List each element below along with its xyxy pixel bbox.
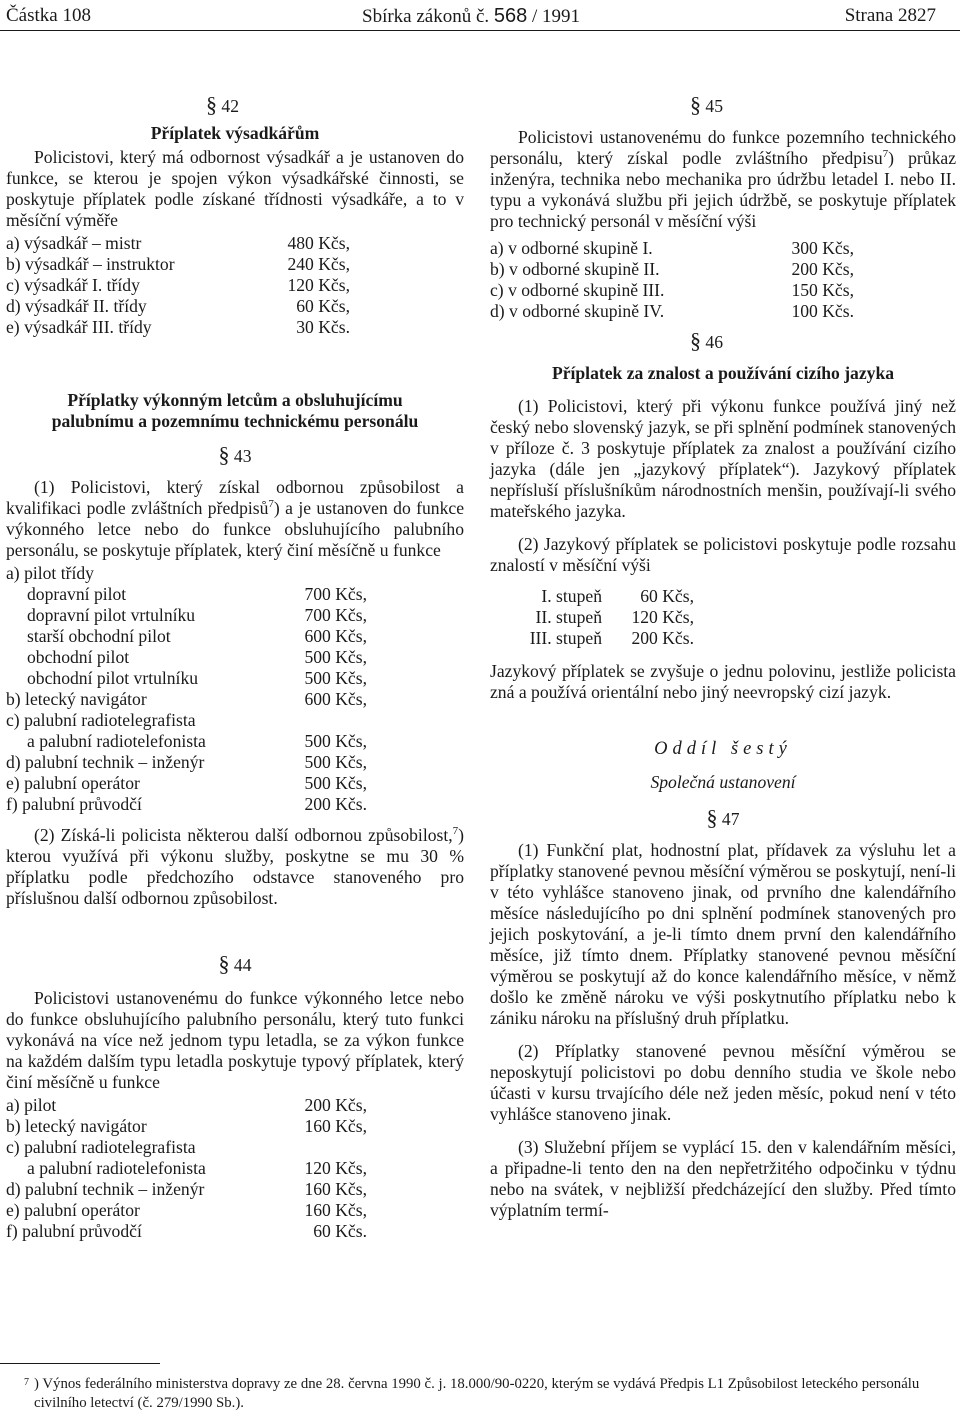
- section-43-list: [6, 563, 464, 815]
- list-item: [490, 238, 956, 259]
- section-43-number: [6, 444, 464, 467]
- item-amount: 100 Kčs.: [791, 301, 854, 321]
- item-amount: 700 Kčs,: [304, 584, 367, 604]
- item-label: a) v odborné skupině I.: [490, 238, 653, 258]
- list-item: [6, 317, 464, 338]
- section-sign: §: [218, 442, 230, 467]
- item-amount: 200 Kčs.: [631, 628, 694, 648]
- item-label: starší obchodní pilot: [27, 626, 171, 646]
- item-amount: 160 Kčs,: [304, 1116, 367, 1136]
- section-43-paragraph-1: [6, 477, 464, 561]
- item-amount: 60 Kčs,: [296, 296, 350, 316]
- text: ) průkaz inženýra, technika nebo mechanika pro údržbu letadel I. nebo II. typu a vykonává službu při jejich údržbě, se poskytuje příplatek pro technický personál v měsíční výši: [490, 148, 956, 231]
- item-amount: 600 Kčs,: [304, 689, 367, 709]
- section-44-list: [6, 1095, 464, 1242]
- item-amount: 60 Kčs.: [313, 1221, 367, 1241]
- item-label: e) palubní operátor: [6, 773, 140, 793]
- section-47-number: [490, 807, 956, 830]
- list-item: [6, 626, 464, 647]
- section-sign: §: [706, 805, 718, 830]
- list-item: [6, 752, 464, 773]
- item-label: I. stupeň: [541, 586, 602, 606]
- footnote-rule: [0, 1363, 160, 1364]
- item-label: a) pilot: [6, 1095, 57, 1115]
- text: Policistovi ustanovenému do funkce pozemního technického personálu, který získal podle zvláštního předpisu: [490, 127, 956, 168]
- item-amount: 200 Kčs,: [304, 1095, 367, 1115]
- list-item: [6, 689, 464, 710]
- text: (2) Získá-li policista některou další odbornou způsobilost,: [34, 825, 453, 845]
- header-collection-label: Sbírka zákonů č.: [362, 6, 490, 27]
- item-label: dopravní pilot vrtulníku: [27, 605, 196, 625]
- item-label: dopravní pilot: [27, 584, 127, 604]
- section-47-paragraph-3: (3) Služební příjem se vyplácí 15. den v kalendářním měsíci, a připadne-li tento den na den nepřetržitého odpočinku v týdnu nebo na svátek, v nejbližší předcházející den služby. Před tímto výplatním termí-: [490, 1137, 956, 1220]
- item-label: II. stupeň: [535, 607, 602, 627]
- item-label: d) v odborné skupině IV.: [490, 301, 665, 321]
- section-44-text: Policistovi ustanovenému do funkce výkonného letce nebo do funkce obsluhujícího palubního personálu, který tuto funkci vykonává na více než jednom typu letadla, se za výkon funkce na každém dalším typu letadla poskytuje typový příplatek, který činí měsíčně u funkce: [6, 988, 464, 1092]
- section-sign: §: [218, 951, 230, 976]
- footnote-ref: 7: [268, 498, 274, 511]
- header-rule: [0, 30, 960, 31]
- item-amount: 120 Kčs,: [287, 275, 350, 295]
- list-item: [6, 773, 464, 794]
- item-label: f) palubní průvodčí: [6, 794, 142, 814]
- section-42-number: [206, 94, 464, 117]
- list-item: [6, 584, 464, 605]
- item-label: c) palubní radiotelegrafista: [6, 710, 196, 730]
- list-item: [6, 254, 464, 275]
- part-subtitle: Společná ustanovení: [650, 772, 796, 792]
- left-column: [6, 92, 464, 1242]
- list-item: [6, 1116, 464, 1137]
- list-item: [490, 607, 956, 628]
- heading-line: Příplatky výkonným letcům a obsluhujícímu: [67, 390, 403, 410]
- section-46-paragraph-1: (1) Policistovi, který při výkonu funkce používá jiný než český nebo slovenský jazyk, se při splnění podmínek stanovených v příloze č. 3 poskytuje příplatek za znalost a používání cizího jazyka (dále jen „jazykový příplatek“). Jazykový příplatek nepřísluší příslušníkům národnostních menšin, používají-li svého mateřského jazyka.: [490, 396, 956, 521]
- list-item: [6, 1179, 464, 1200]
- list-item: [6, 296, 464, 317]
- item-amount: 500 Kčs,: [304, 731, 367, 751]
- header-year: / 1991: [532, 6, 581, 27]
- item-label: b) výsadkář – instruktor: [6, 254, 175, 274]
- item-amount: 120 Kčs,: [631, 607, 694, 627]
- section-46-paragraph-2: (2) Jazykový příplatek se policistovi poskytuje podle rozsahu znalostí v měsíční výši: [490, 534, 956, 575]
- item-label: b) letecký navigátor: [6, 1116, 147, 1136]
- item-label: c) v odborné skupině III.: [490, 280, 665, 300]
- item-label: b) letecký navigátor: [6, 689, 147, 709]
- list-item: [6, 710, 464, 731]
- item-label: III. stupeň: [529, 628, 602, 648]
- item-label: a) výsadkář – mistr: [6, 233, 142, 253]
- item-amount: 500 Kčs,: [304, 668, 367, 688]
- right-column: [490, 92, 956, 1221]
- list-item: [6, 1158, 464, 1179]
- list-item: [6, 794, 464, 815]
- text: ) kterou využívá při výkonu služby, poskytne se mu 30 % příplatku podle předchozího odstavce stanoveného pro příslušnou další odbornou způsobilost.: [6, 825, 464, 908]
- header-collection: [362, 4, 580, 29]
- section-45-number: [690, 94, 956, 117]
- footnote-ref: 7: [452, 825, 459, 838]
- item-label: a palubní radiotelefonista: [27, 1158, 206, 1178]
- footnote-text: ) Výnos federálního ministerstva dopravy ze dne 28. června 1990 č. j. 18.000/90-0220, kterým se vydává Předpis L1 Způsobilost leteckého personálu civilního letectví (č. 279/1990 Sb.).: [34, 1376, 920, 1411]
- text: (1) Policistovi, který získal odbornou způsobilost a kvalifikaci podle zvláštních předpisů: [6, 477, 464, 518]
- section-47-paragraph-1: (1) Funkční plat, hodnostní plat, přídavek za výsluhu let a příplatky stanovené pevnou měsíční výměrou se poskytují, není-li v této vyhlášce stanoveno jinak, od prvního dne kalendářního měsíce následujícího po dni splnění podmínek stanovených pro jejich poskytování, a je-li tímto dnem první den kalendářního měsíce, již tímto dnem. Příplatky stanovené pevnou měsíční výměrou se poskytují až do konce kalendářního měsíce, v němž došlo ke změně nároku ve výši poskytnutího příplatku nebo k zániku nároku na příslušný druh příplatku.: [490, 840, 956, 1028]
- section-sign: §: [690, 92, 701, 117]
- item-amount: 200 Kčs.: [304, 794, 367, 814]
- list-item: [6, 1137, 464, 1158]
- item-amount: 150 Kčs,: [791, 280, 854, 300]
- header-law-number: 568: [493, 5, 528, 27]
- section-46-number: [690, 330, 956, 353]
- list-item: [6, 668, 464, 689]
- list-item: [6, 563, 464, 584]
- list-item: [6, 275, 464, 296]
- footnote: [24, 1375, 952, 1413]
- list-item: [6, 731, 464, 752]
- item-amount: 480 Kčs,: [287, 233, 350, 253]
- item-label: obchodní pilot vrtulníku: [27, 668, 199, 688]
- list-item: [6, 1095, 464, 1116]
- section-num: 43: [233, 446, 252, 466]
- section-num: 47: [721, 809, 740, 829]
- section-42-list: [6, 233, 464, 338]
- list-item: [490, 259, 956, 280]
- section-num: 44: [233, 955, 252, 975]
- section-47-paragraph-2: (2) Příplatky stanovené pevnou měsíční výměrou se neposkytují policistovi po dobu denního studia ve škole nebo účasti v kursu trvajícího déle než jeden měsíc, pokud není v této vyhlášce stanoveno jinak.: [490, 1041, 956, 1124]
- heading-line: palubnímu a pozemnímu technickému personálu: [51, 411, 419, 431]
- text: ) a je ustanoven do funkce výkonného letce nebo do funkce obsluhujícího palubního personálu, se poskytuje příplatek, který činí měsíčně u funkce: [6, 498, 465, 560]
- footnote-mark: 7: [24, 1377, 29, 1388]
- item-label: c) palubní radiotelegrafista: [6, 1137, 196, 1157]
- item-amount: 500 Kčs,: [304, 773, 367, 793]
- page-header: [6, 4, 936, 28]
- item-label: e) výsadkář III. třídy: [6, 317, 152, 337]
- list-item: [6, 233, 464, 254]
- item-amount: 120 Kčs,: [304, 1158, 367, 1178]
- item-amount: 30 Kčs.: [296, 317, 350, 337]
- item-label: c) výsadkář I. třídy: [6, 275, 140, 295]
- list-item: [6, 605, 464, 626]
- list-item: [6, 1200, 464, 1221]
- item-label: a palubní radiotelefonista: [27, 731, 206, 751]
- section-sign: §: [206, 92, 217, 117]
- item-amount: 600 Kčs,: [304, 626, 367, 646]
- list-item: [490, 628, 956, 649]
- item-amount: 160 Kčs,: [304, 1179, 367, 1199]
- part-title: Oddíl šestý: [654, 739, 792, 759]
- item-label: obchodní pilot: [27, 647, 130, 667]
- item-label: d) palubní technik – inženýr: [6, 1179, 205, 1199]
- section-num: 46: [705, 332, 723, 352]
- section-46-title: Příplatek za znalost a používání cizího jazyka: [551, 363, 895, 383]
- item-amount: 500 Kčs,: [304, 647, 367, 667]
- list-item: [490, 586, 956, 607]
- item-label: d) výsadkář II. třídy: [6, 296, 147, 316]
- list-item: [490, 280, 956, 301]
- item-amount: 240 Kčs,: [287, 254, 350, 274]
- section-42-text: Policistovi, který má odbornost výsadkář a je ustanoven do funkce, se kterou je spojen výkon výsadkářské činnosti, se poskytuje příplatek podle získané třídnosti výsadkáře, a to v měsíční výměře: [6, 147, 464, 230]
- section-num: 45: [705, 96, 723, 116]
- item-label: e) palubní operátor: [6, 1200, 140, 1220]
- section-43-heading: [6, 390, 464, 432]
- item-amount: 500 Kčs,: [304, 752, 367, 772]
- section-42-title: Příplatek výsadkářům: [150, 123, 320, 143]
- item-amount: 60 Kčs,: [640, 586, 694, 606]
- header-issue: Částka 108: [6, 5, 91, 26]
- section-46-paragraph-3: Jazykový příplatek se zvyšuje o jednu polovinu, jestliže policista zná a používá orientální nebo jiný neevropský cizí jazyk.: [490, 661, 956, 702]
- item-amount: 700 Kčs,: [304, 605, 367, 625]
- list-item: [490, 301, 956, 322]
- header-page-number: Strana 2827: [844, 5, 936, 26]
- section-sign: §: [690, 328, 701, 353]
- item-amount: 300 Kčs,: [791, 238, 854, 258]
- section-num: 42: [221, 96, 239, 116]
- item-label: a) pilot třídy: [6, 563, 94, 583]
- section-45-text: [490, 127, 956, 232]
- footnote-ref: 7: [882, 148, 889, 161]
- item-label: b) v odborné skupině II.: [490, 259, 660, 279]
- section-46-levels: [490, 586, 956, 649]
- item-amount: 200 Kčs,: [791, 259, 854, 279]
- item-label: f) palubní průvodčí: [6, 1221, 142, 1241]
- list-item: [6, 1221, 464, 1242]
- section-44-number: [6, 953, 464, 976]
- item-amount: 160 Kčs,: [304, 1200, 367, 1220]
- item-label: d) palubní technik – inženýr: [6, 752, 205, 772]
- list-item: [6, 647, 464, 668]
- section-45-list: [490, 238, 956, 322]
- section-43-paragraph-2: [6, 825, 464, 909]
